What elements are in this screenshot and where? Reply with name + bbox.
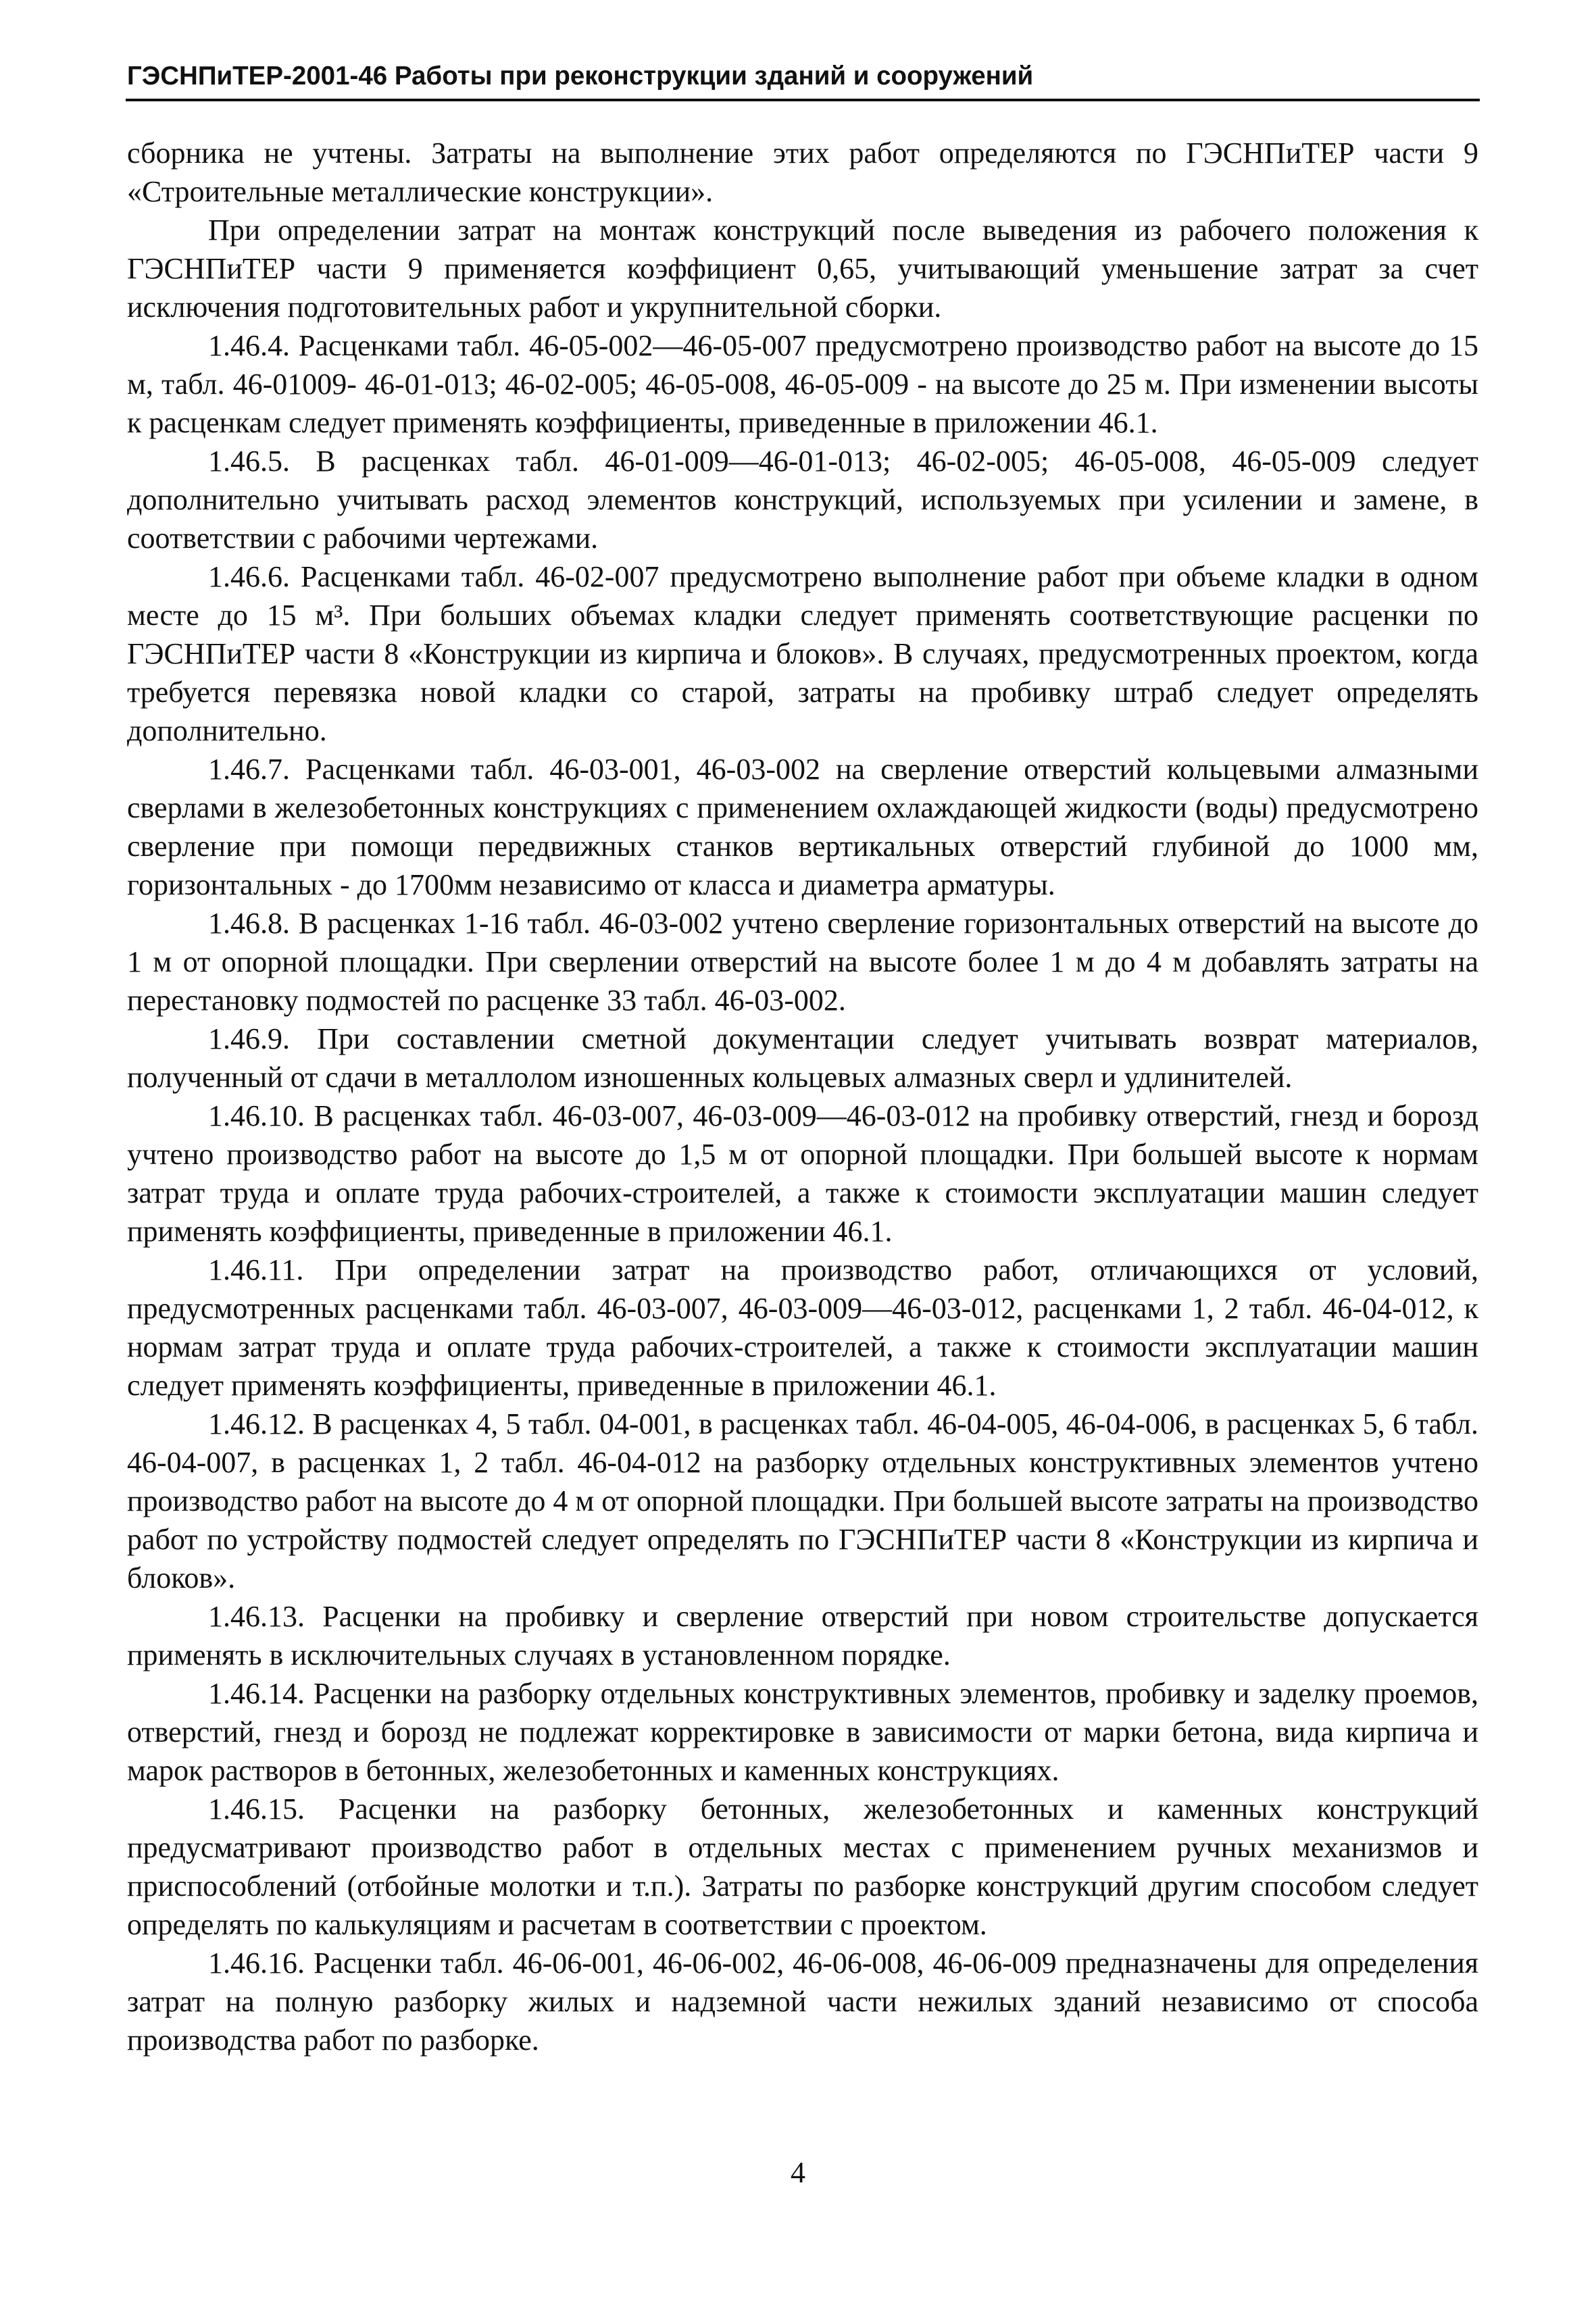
paragraph-1-46-13: 1.46.13. Расценки на пробивку и сверление отверстий при новом строительстве допускается применять в исключительных случаях в установленном порядке. [127, 1600, 1478, 1671]
paragraph-coefficient-0-65: При определении затрат на монтаж конструкций после выведения из рабочего положения к ГЭСНПиТЕР части 9 применяется коэффициент 0,65, учитывающий уменьшение затрат за счет исключения подготовительных работ и укрупнительной сборки. [127, 213, 1478, 324]
paragraph-1-46-12: 1.46.12. В расценках 4, 5 табл. 04-001, в расценках табл. 46-04-005, 46-04-006, в расценках 5, 6 табл. 46-04-007, в расценках 1, 2 табл. 46-04-012 на разборку отдельных конструктивных элементов учтено производство работ на высоте до 4 м от опорной площадки. При большей высоте затраты на производство работ по устройству подмостей следует определять по ГЭСНПиТЕР части 8 «Конструкции из кирпича и блоков». [127, 1407, 1478, 1594]
paragraph-1-46-16: 1.46.16. Расценки табл. 46-06-001, 46-06-002, 46-06-008, 46-06-009 предназначены для определения затрат на полную разборку жилых и надземной части нежилых зданий независимо от способа производства работ по разборке. [127, 1946, 1478, 2057]
page-number: 4 [791, 2156, 805, 2189]
paragraph-1-46-6: 1.46.6. Расценками табл. 46-02-007 предусмотрено выполнение работ при объеме кладки в одном месте до 15 м³. При больших объемах кладки следует применять соответствующие расценки по ГЭСНПиТЕР части 8 «Конструкции из кирпича и блоков». В случаях, предусмотренных проектом, когда требуется перевязка новой кладки со старой, затраты на пробивку штраб следует определять дополнительно. [127, 560, 1478, 747]
paragraph-1-46-14: 1.46.14. Расценки на разборку отдельных конструктивных элементов, пробивку и заделку проемов, отверстий, гнезд и борозд не подлежат корректировке в зависимости от марки бетона, вида кирпича и марок растворов в бетонных, железобетонных и каменных конструкциях. [127, 1677, 1478, 1787]
paragraph-1-46-5: 1.46.5. В расценках табл. 46-01-009—46-01-013; 46-02-005; 46-05-008, 46-05-009 следует дополнительно учитывать расход элементов конструкций, используемых при усилении и замене, в соответствии с рабочими чертежами. [127, 445, 1478, 555]
paragraph-continuation: сборника не учтены. Затраты на выполнение этих работ определяются по ГЭСНПиТЕР части 9 «Строительные металлические конструкции». [127, 136, 1478, 208]
paragraph-1-46-9: 1.46.9. При составлении сметной документации следует учитывать возврат материалов, полученный от сдачи в металлолом изношенных кольцевых алмазных сверл и удлинителей. [127, 1022, 1478, 1094]
header-rule [126, 99, 1480, 101]
paragraph-1-46-8: 1.46.8. В расценках 1-16 табл. 46-03-002 учтено сверление горизонтальных отверстий на высоте до 1 м от опорной площадки. При сверлении отверстий на высоте более 1 м до 4 м добавлять затраты на перестановку подмостей по расценке 33 табл. 46-03-002. [127, 907, 1478, 1017]
body-text [127, 134, 1478, 2059]
paragraph-1-46-4: 1.46.4. Расценками табл. 46-05-002—46-05-007 предусмотрено производство работ на высоте до 15 м, табл. 46-01009- 46-01-013; 46-02-005; 46-05-008, 46-05-009 - на высоте до 25 м. При изменении высоты к расценкам следует применять коэффициенты, приведенные в приложении 46.1. [127, 329, 1478, 439]
paragraph-1-46-10: 1.46.10. В расценках табл. 46-03-007, 46-03-009—46-03-012 на пробивку отверстий, гнезд и борозд учтено производство работ на высоте до 1,5 м от опорной площадки. При большей высоте к нормам затрат труда и оплате труда рабочих-строителей, а также к стоимости эксплуатации машин следует применять коэффициенты, приведенные в приложении 46.1. [127, 1099, 1478, 1248]
paragraph-1-46-11: 1.46.11. При определении затрат на производство работ, отличающихся от условий, предусмотренных расценками табл. 46-03-007, 46-03-009—46-03-012, расценками 1, 2 табл. 46-04-012, к нормам затрат труда и оплате труда рабочих-строителей, а также к стоимости эксплуатации машин следует применять коэффициенты, приведенные в приложении 46.1. [127, 1253, 1478, 1402]
paragraph-1-46-7: 1.46.7. Расценками табл. 46-03-001, 46-03-002 на сверление отверстий кольцевыми алмазными сверлами в железобетонных конструкциях с применением охлаждающей жидкости (воды) предусмотрено сверление при помощи передвижных станков вертикальных отверстий глубиной до 1000 мм, горизонтальных - до 1700мм независимо от класса и диаметра арматуры. [127, 753, 1478, 901]
paragraph-1-46-15: 1.46.15. Расценки на разборку бетонных, железобетонных и каменных конструкций предусматривают производство работ в отдельных местах с применением ручных механизмов и приспособлений (отбойные молотки и т.п.). Затраты по разборке конструкций другим способом следует определять по калькуляциям и расчетам в соответствии с проектом. [127, 1792, 1478, 1941]
running-header: ГЭСНПиТЕР-2001-46 Работы при реконструкции зданий и сооружений [127, 61, 1034, 91]
